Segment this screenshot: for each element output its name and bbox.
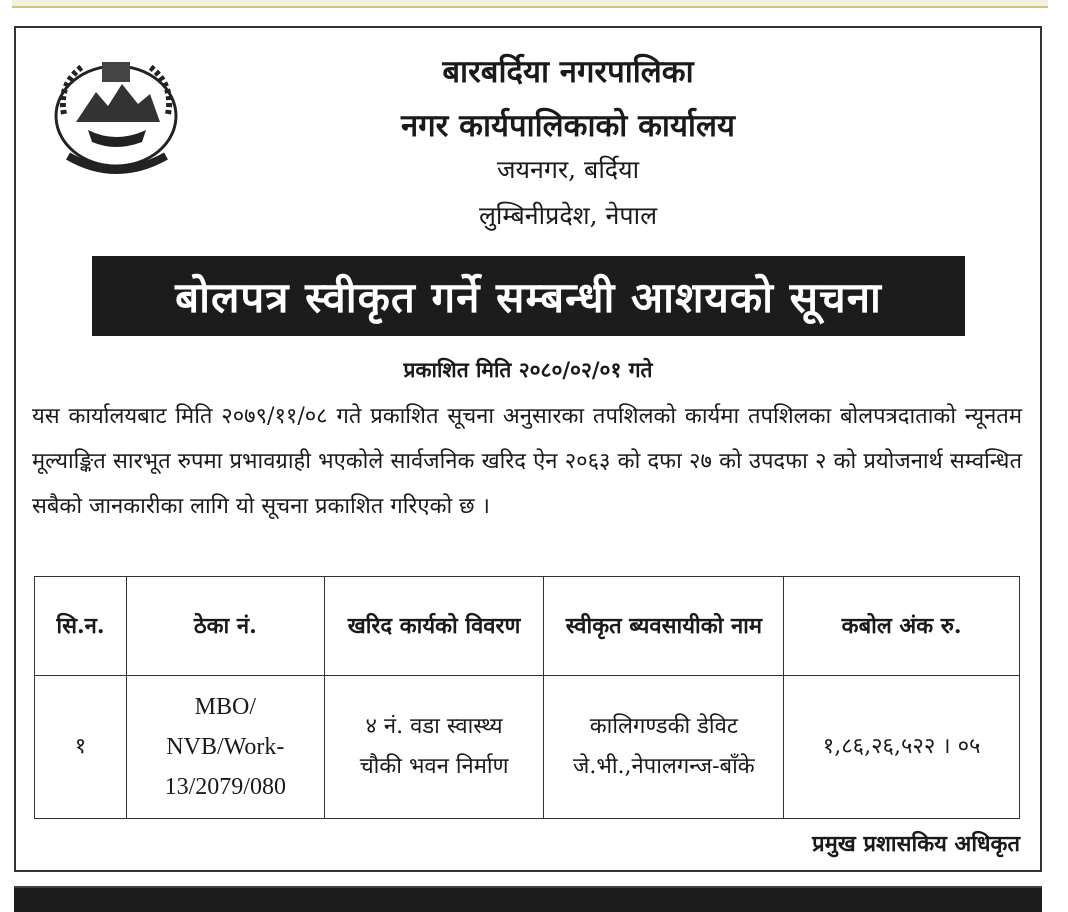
signer-title: प्रमुख प्रशासकिय अधिकृत (812, 831, 1020, 857)
col-header-description: खरिद कार्यको विवरण (324, 577, 544, 676)
cell-contract-no: MBO/ NVB/Work-13/2079/080 (126, 676, 324, 819)
address-line-2: लुम्बिनीप्रदेश, नेपाल (478, 201, 658, 230)
previous-notice-edge (12, 0, 1048, 8)
tender-notice (14, 26, 1042, 872)
office-subtitle: नगर कार्यपालिकाको कार्यालय (401, 108, 735, 144)
col-header-serial: सि.न. (35, 577, 127, 676)
office-name: बारबर्दिया नगरपालिका (442, 54, 694, 90)
cell-bidder: कालिगण्डकी डेविट जे.भी.,नेपालगन्ज-बाँके (544, 676, 784, 819)
bid-table (34, 576, 1020, 819)
cell-description: ४ नं. वडा स्वास्थ्य चौकी भवन निर्माण (324, 676, 544, 819)
table-row (35, 676, 1020, 819)
table-header-row (35, 577, 1020, 676)
notice-title: बोलपत्र स्वीकृत गर्ने सम्बन्धी आशयको सूचना (92, 256, 965, 336)
cell-amount: १,८६,२६,५२२ । ०५ (784, 676, 1020, 819)
cell-serial: १ (35, 676, 127, 819)
col-header-contract-no: ठेका नं. (126, 577, 324, 676)
notice-body: यस कार्यालयबाट मिति २०७९/११/०८ गते प्रकाशित सूचना अनुसारका तपशिलको कार्यमा तपशिलका बोलपत्रदाताको न्यूनतम मूल्याङ्कित सारभूत रुपमा प्रभावग्राही भएकोले सार्वजनिक खरिद ऐन २०६३ को दफा २७ को उपदफा २ को प्रयोजनार्थ सम्वन्धित सबैको जानकारीका लागि यो सूचना प्रकाशित गरिएको छ । (32, 404, 1022, 519)
address-line-1: जयनगर, बर्दिया (496, 155, 640, 184)
next-notice-edge (14, 886, 1042, 912)
published-date: प्रकाशित मिति २०८०/०२/०१ गते (403, 357, 653, 382)
col-header-bidder: स्वीकृत ब्यवसायीको नाम (544, 577, 784, 676)
col-header-amount: कबोल अंक रु. (784, 577, 1020, 676)
